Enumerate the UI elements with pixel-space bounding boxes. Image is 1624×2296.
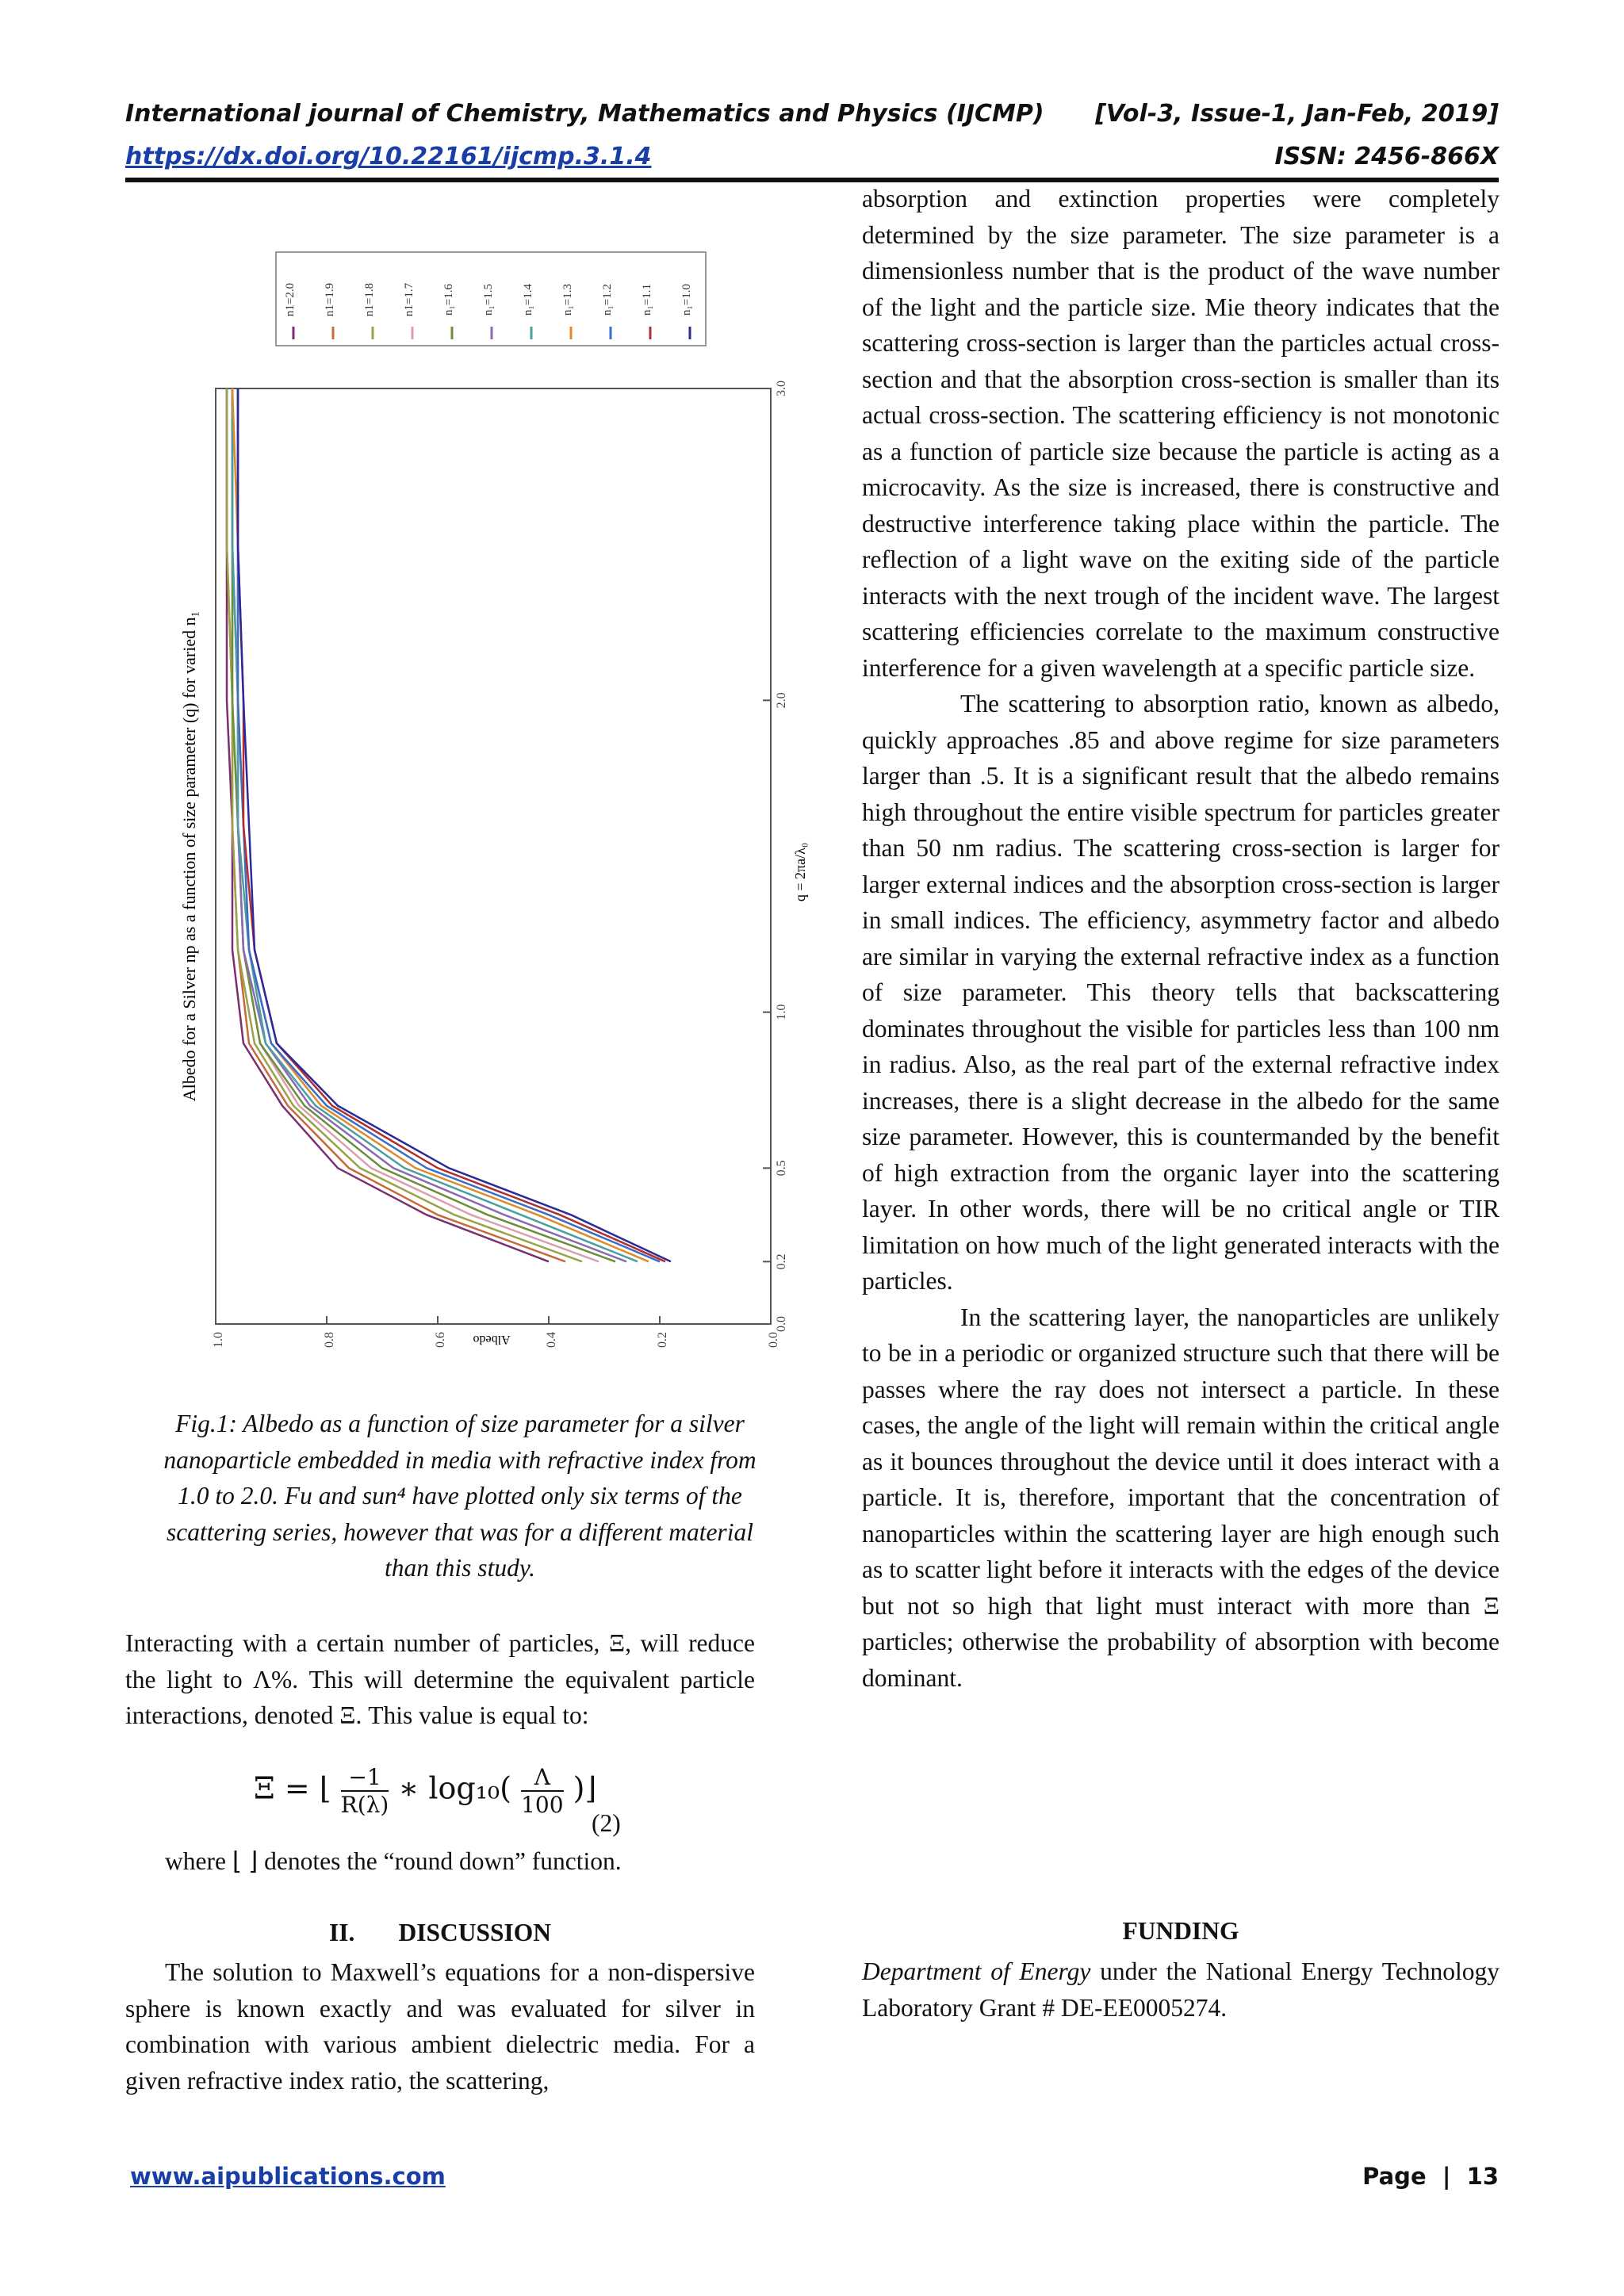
- ytick-label: 0.8: [323, 1332, 336, 1348]
- left-paragraph-1: Interacting with a certain number of particles, Ξ, will reduce the light to Λ%. This will determine the equivalent particle interactions, denoted Ξ. This value is equal to:: [125, 1629, 755, 1729]
- legend-label: n₁=1.0: [680, 284, 693, 316]
- right-column: [862, 181, 1500, 1696]
- chart-ylabel: Albedo: [473, 1333, 511, 1346]
- funding-text: [862, 1954, 1500, 2026]
- ytick-label: 0.0: [767, 1332, 780, 1348]
- series-line: [232, 388, 599, 1261]
- ytick-label: 0.4: [545, 1332, 558, 1348]
- chart-xlabel: q = 2πa/λ₀: [792, 842, 808, 902]
- chart-legend: [276, 252, 706, 346]
- series-line: [238, 388, 665, 1261]
- legend-label: n₁=1.6: [442, 284, 455, 316]
- page-label: Page: [1362, 2163, 1427, 2190]
- section-heading-discussion: II. DISCUSSION: [328, 1919, 552, 1946]
- eq-fraction-1: [341, 1764, 389, 1818]
- series-line: [227, 388, 549, 1261]
- figure-caption: Fig.1: Albedo as a function of size parameter for a silver nanoparticle embedded in media with refractive index from 1.0 to 2.0. Fu and sun⁴ have plotted only six terms of the scattering series, however that was for a different material than this study.: [163, 1410, 756, 1582]
- page-number: [1362, 2163, 1499, 2190]
- legend-label: n1=1.7: [403, 282, 416, 317]
- legend-label: n₁=1.1: [641, 284, 653, 316]
- page-number-value: 13: [1466, 2163, 1499, 2190]
- eq-den: R(λ): [340, 1792, 389, 1818]
- ytick-label: 0.6: [434, 1332, 447, 1348]
- eq-num2: Λ: [521, 1764, 563, 1792]
- legend-label: n₁=1.4: [522, 284, 534, 316]
- xtick-label: 3.0: [775, 381, 788, 396]
- equation-where: where ⌊ ⌋ denotes the “round down” function.: [165, 1847, 622, 1875]
- xtick-label: 2.0: [775, 692, 788, 709]
- eq-fraction-2: [521, 1764, 563, 1818]
- legend-label: n₁=1.5: [482, 284, 495, 316]
- publisher-link[interactable]: www.aipublications.com: [130, 2163, 446, 2190]
- series-line: [238, 388, 660, 1261]
- journal-volume: [Vol-3, Issue-1, Jan-Feb, 2019]: [1095, 100, 1499, 128]
- issn: ISSN: 2456-866X: [1274, 143, 1499, 170]
- legend-label: n₁=1.3: [561, 284, 574, 316]
- eq-end: )⌋: [573, 1770, 597, 1806]
- legend-label: n1=2.0: [284, 282, 297, 317]
- funding-details: under the National Energy Technology Laboratory Grant # DE-EE0005274.: [862, 1957, 1500, 2022]
- series-line: [227, 388, 582, 1261]
- legend-label: n1=1.8: [363, 282, 376, 317]
- equation-2: [254, 1764, 596, 1818]
- right-paragraph-2: The scattering to absorption ratio, known as albedo, quickly approaches .85 and above regime for size parameters larger than .5. It is a significant result that the albedo remains high throughout the entire visible spectrum for particles greater than 50 nm radius. The scattering cross-section is larger for larger external indices and the absorption cross-section is larger in small indices. The efficiency, asymmetry factor and albedo are similar in varying the external refractive index as a function of size parameter. This theory tells that backscattering dominates throughout the visible for particles less than 100 nm in radius. Also, as the real part of the external refractive index increases, there is a slight decrease in the albedo for the same size parameter. However, this is countermanded by the benefit of high extraction from the organic layer into the scattering layer. In other words, there will be no critical angle or TIR limitation on how much of the light generated interacts with the particles.: [862, 690, 1500, 1295]
- eq-den2: 100: [521, 1792, 564, 1818]
- page-separator-icon: |: [1434, 2163, 1459, 2190]
- doi-link[interactable]: https://dx.doi.org/10.22161/ijcmp.3.1.4: [125, 143, 652, 170]
- series-line: [238, 388, 671, 1261]
- journal-title: International journal of Chemistry, Mathematics and Physics (IJCMP): [125, 100, 1044, 128]
- ytick-label: 0.2: [656, 1332, 669, 1348]
- xtick-label: 1.0: [775, 1004, 788, 1020]
- series-line: [232, 388, 638, 1261]
- eq-mid: ∗ log₁₀(: [398, 1770, 511, 1806]
- chart-series: [227, 388, 671, 1261]
- series-line: [232, 388, 626, 1261]
- legend-label: n₁=1.2: [601, 284, 614, 316]
- series-line: [232, 388, 615, 1261]
- eq-lhs: Ξ = ⌊: [254, 1770, 331, 1806]
- xtick-label: 0.5: [775, 1160, 788, 1177]
- equation-number: (2): [592, 1809, 621, 1837]
- xtick-label: 0.2: [775, 1253, 788, 1270]
- xtick-label: 0.0: [775, 1316, 788, 1332]
- ytick-label: 1.0: [212, 1332, 225, 1348]
- chart-axes: [212, 381, 788, 1348]
- right-paragraph-1: absorption and extinction properties were completely determined by the size parameter. The size parameter is a dimensionless number that is the product of the wave number of the light and the particle size. Mie theory indicates that the scattering cross-section is larger than the particles actual cross-section and that the absorption cross-section is smaller than its actual cross-section. The scattering efficiency is not monotonic as a function of particle size because the particle is acting as a microcavity. As the size is increased, there is constructive and destructive interference taking place within the particle. The reflection of a light wave on the exiting side of the particle interacts with the next trough of the incident wave. The largest scattering efficiencies correlate to the maximum constructive interference for a given wavelength at a specific particle size.: [862, 185, 1500, 682]
- eq-num: −1: [341, 1764, 389, 1792]
- funding-heading: FUNDING: [1122, 1917, 1239, 1945]
- right-paragraph-3: In the scattering layer, the nanoparticles are unlikely to be in a periodic or organized structure such that there will be passes where the ray does not intersect a particle. In these cases, the angle of the light will remain within the critical angle as it bounces throughout the device until it does interact with a particle. It is, therefore, important that the concentration of nanoparticles within the scattering layer are high enough such as to scatter light before it interacts with the edges of the device but not so high that light must interact with more than Ξ particles; otherwise the probability of absorption with become dominant.: [862, 1303, 1500, 1692]
- journal-header: [125, 100, 1499, 128]
- albedo-figure: [159, 238, 809, 1348]
- journal-subheader: [125, 143, 1499, 170]
- legend-label: n1=1.9: [324, 282, 336, 317]
- series-line: [232, 388, 649, 1261]
- series-line: [227, 388, 565, 1261]
- funding-agency: Department of Energy: [862, 1957, 1091, 1985]
- chart-title: Albedo for a Silver np as a function of size parameter (q) for varied n₁: [179, 610, 199, 1102]
- left-paragraph-2: The solution to Maxwell’s equations for a non-dispersive sphere is known exactly and was evaluated for silver in combination with various ambient dielectric media. For a given refractive index ratio, the scattering,: [125, 1958, 755, 2095]
